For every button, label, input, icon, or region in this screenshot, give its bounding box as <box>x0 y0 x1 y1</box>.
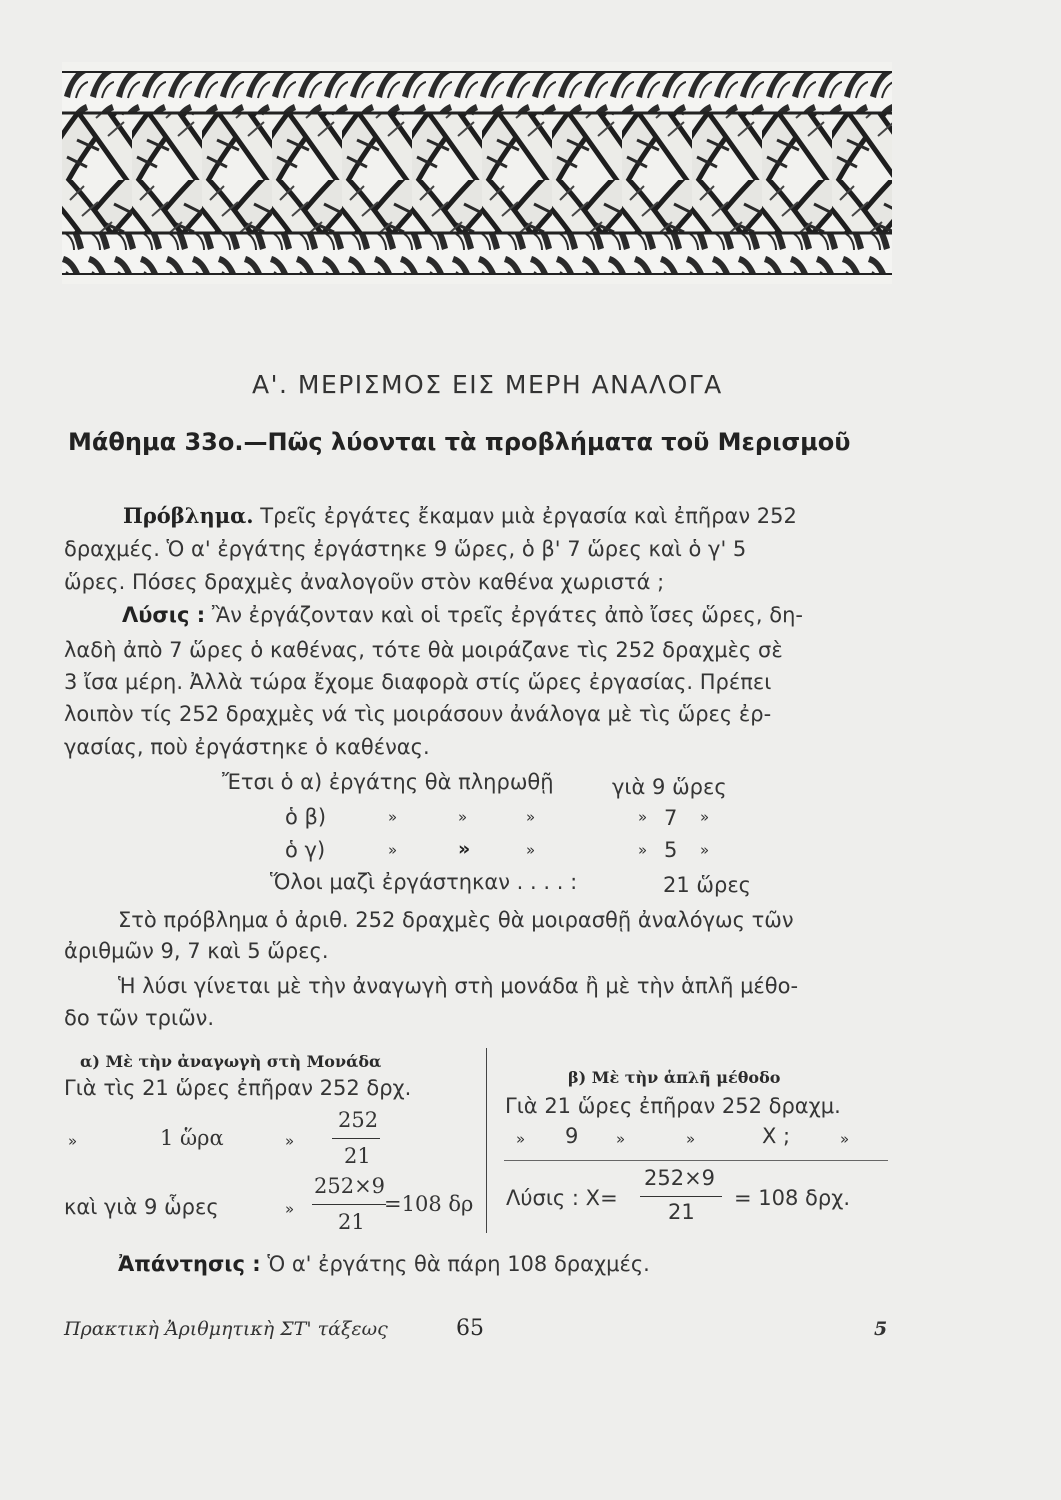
ditto-mark: » <box>638 841 648 859</box>
braid-banner-ornament <box>62 62 892 284</box>
lesson-title: Μάθημα 33ο.—Πῶς λύονται τὰ προβλήματα τοῦ Μερισμοῦ <box>68 428 851 456</box>
solution-text-1: Ἂν ἐργάζονταν καὶ οἱ τρεῖς ἐργάτες ἀπὸ ἴσες ὥρες, δη- <box>211 603 803 627</box>
ditto-mark: » <box>388 808 398 826</box>
para3-line-2: δο τῶν τριῶν. <box>64 1006 215 1030</box>
method-a-fraction-1-denominator: 21 <box>344 1144 371 1168</box>
method-b-solution-label: Λύσις : Χ= <box>506 1186 618 1210</box>
method-a-fraction-2-numerator: 252×9 <box>314 1174 386 1198</box>
ditto-mark: » <box>68 1132 78 1150</box>
table-row-3-hours: 5 <box>664 838 678 862</box>
method-a-line-1: Γιὰ τὶς 21 ὥρες ἐπῆραν 252 δρχ. <box>64 1076 412 1100</box>
method-b-fraction-numerator: 252×9 <box>644 1166 716 1190</box>
problem-text-1: Τρεῖς ἐργάτες ἔκαμαν μιὰ ἐργασία καὶ ἐπῆραν 252 <box>260 504 797 528</box>
problem-line-2: δραχμές. Ὁ α' ἐργάτης ἐργάστηκε 9 ὥρες, ὁ β' 7 ὥρες καὶ ὁ γ' 5 <box>64 537 747 561</box>
method-a-one-hour: 1 ὥρα <box>160 1126 224 1150</box>
solution-line-2: λαδὴ ἀπὸ 7 ὥρες ὁ καθένας, τότε θὰ μοιράζανε τὶς 252 δραχμὲς σὲ <box>64 638 783 662</box>
method-a-fraction-1-numerator: 252 <box>338 1108 379 1132</box>
method-a-fraction-2-denominator: 21 <box>338 1210 365 1234</box>
method-divider <box>486 1048 487 1233</box>
ditto-mark: » <box>516 1130 526 1148</box>
ditto-mark: » <box>285 1200 295 1218</box>
fraction-bar <box>312 1204 386 1205</box>
ditto-mark: » <box>526 808 536 826</box>
separator-line <box>504 1160 888 1161</box>
para2-line-1: Στὸ πρόβλημα ὁ ἀριθ. 252 δραχμὲς θὰ μοιρασθῇ ἀναλόγως τῶν <box>118 908 794 932</box>
method-b-heading: β) Μὲ τὴν ἁπλῆ μέθοδο <box>568 1068 781 1087</box>
problem-line-3: ὥρες. Πόσες δραχμὲς ἀναλογοῦν στὸν καθένα χωριστά ; <box>64 570 665 594</box>
table-row-4-right: 21 ὥρες <box>663 873 751 897</box>
ditto-mark: » <box>686 1130 696 1148</box>
problem-line-1 <box>123 503 797 528</box>
solution-label: Λύσις : <box>122 603 206 627</box>
table-row-2-hours: 7 <box>664 806 678 830</box>
table-row-1-right: γιὰ 9 ὥρες <box>612 775 727 799</box>
ditto-mark: » <box>458 808 468 826</box>
method-b-fraction-denominator: 21 <box>668 1200 695 1224</box>
fraction-bar <box>332 1138 380 1139</box>
answer-label: Ἀπάντησις : <box>118 1252 261 1276</box>
answer-line <box>118 1252 650 1276</box>
table-row-1-left: Ἔτσι ὁ α) ἐργάτης θὰ πληρωθῇ <box>222 770 554 794</box>
method-b-line-1: Γιὰ 21 ὥρες ἐπῆραν 252 δραχμ. <box>505 1094 841 1118</box>
ditto-mark: » <box>638 808 648 826</box>
page-number: 65 <box>456 1316 484 1341</box>
table-row-2-left: ὁ β) <box>285 805 327 829</box>
method-b-result: = 108 δρχ. <box>734 1186 851 1210</box>
ditto-mark: » <box>458 838 471 860</box>
ditto-mark: » <box>700 841 710 859</box>
ditto-mark: » <box>526 841 536 859</box>
table-row-3-left: ὁ γ) <box>285 838 326 862</box>
method-a-heading: α) Μὲ τὴν ἀναγωγὴ στὴ Μονάδα <box>80 1052 382 1071</box>
solution-line-5: γασίας, ποὺ ἐργάστηκε ὁ καθένας. <box>64 735 430 759</box>
ditto-mark: » <box>840 1130 850 1148</box>
method-a-result: =108 δρ <box>384 1192 474 1216</box>
method-a-nine-hours: καὶ γιὰ 9 ὧρες <box>64 1195 219 1219</box>
section-title: Α'. ΜΕΡΙΣΜΟΣ ΕΙΣ ΜΕΡΗ ΑΝΑΛΟΓΑ <box>252 370 723 399</box>
solution-line-3: 3 ἴσα μέρη. Ἀλλὰ τώρα ἔχομε διαφορὰ στίς ὥρες ἐργασίας. Πρέπει <box>64 670 772 694</box>
signature-mark: 5 <box>874 1318 888 1340</box>
problem-label: Πρόβλημα. <box>123 503 254 528</box>
footer-book-title: Πρακτικὴ Ἀριθμητικὴ ΣΤ' τάξεως <box>64 1318 388 1340</box>
solution-line-1 <box>122 603 803 627</box>
method-b-unknown-x: Χ ; <box>762 1124 791 1148</box>
ditto-mark: » <box>388 841 398 859</box>
table-row-4-left: Ὅλοι μαζὶ ἐργάστηκαν . . . . : <box>270 870 578 894</box>
para3-line-1: Ἡ λύσι γίνεται μὲ τὴν ἀναγωγὴ στὴ μονάδα ἢ μὲ τὴν ἁπλῆ μέθο- <box>118 974 799 998</box>
ditto-mark: » <box>700 808 710 826</box>
ditto-mark: » <box>285 1132 295 1150</box>
solution-line-4: λοιπὸν τίς 252 δραχμὲς νά τὶς μοιράσουν ἀνάλογα μὲ τὶς ὥρες ἐρ- <box>64 702 772 726</box>
method-b-nine: 9 <box>565 1124 579 1148</box>
fraction-bar <box>640 1196 722 1197</box>
answer-text: Ὁ α' ἐργάτης θὰ πάρη 108 δραχμές. <box>267 1252 650 1276</box>
ditto-mark: » <box>616 1130 626 1148</box>
para2-line-2: ἀριθμῶν 9, 7 καὶ 5 ὥρες. <box>64 939 329 963</box>
